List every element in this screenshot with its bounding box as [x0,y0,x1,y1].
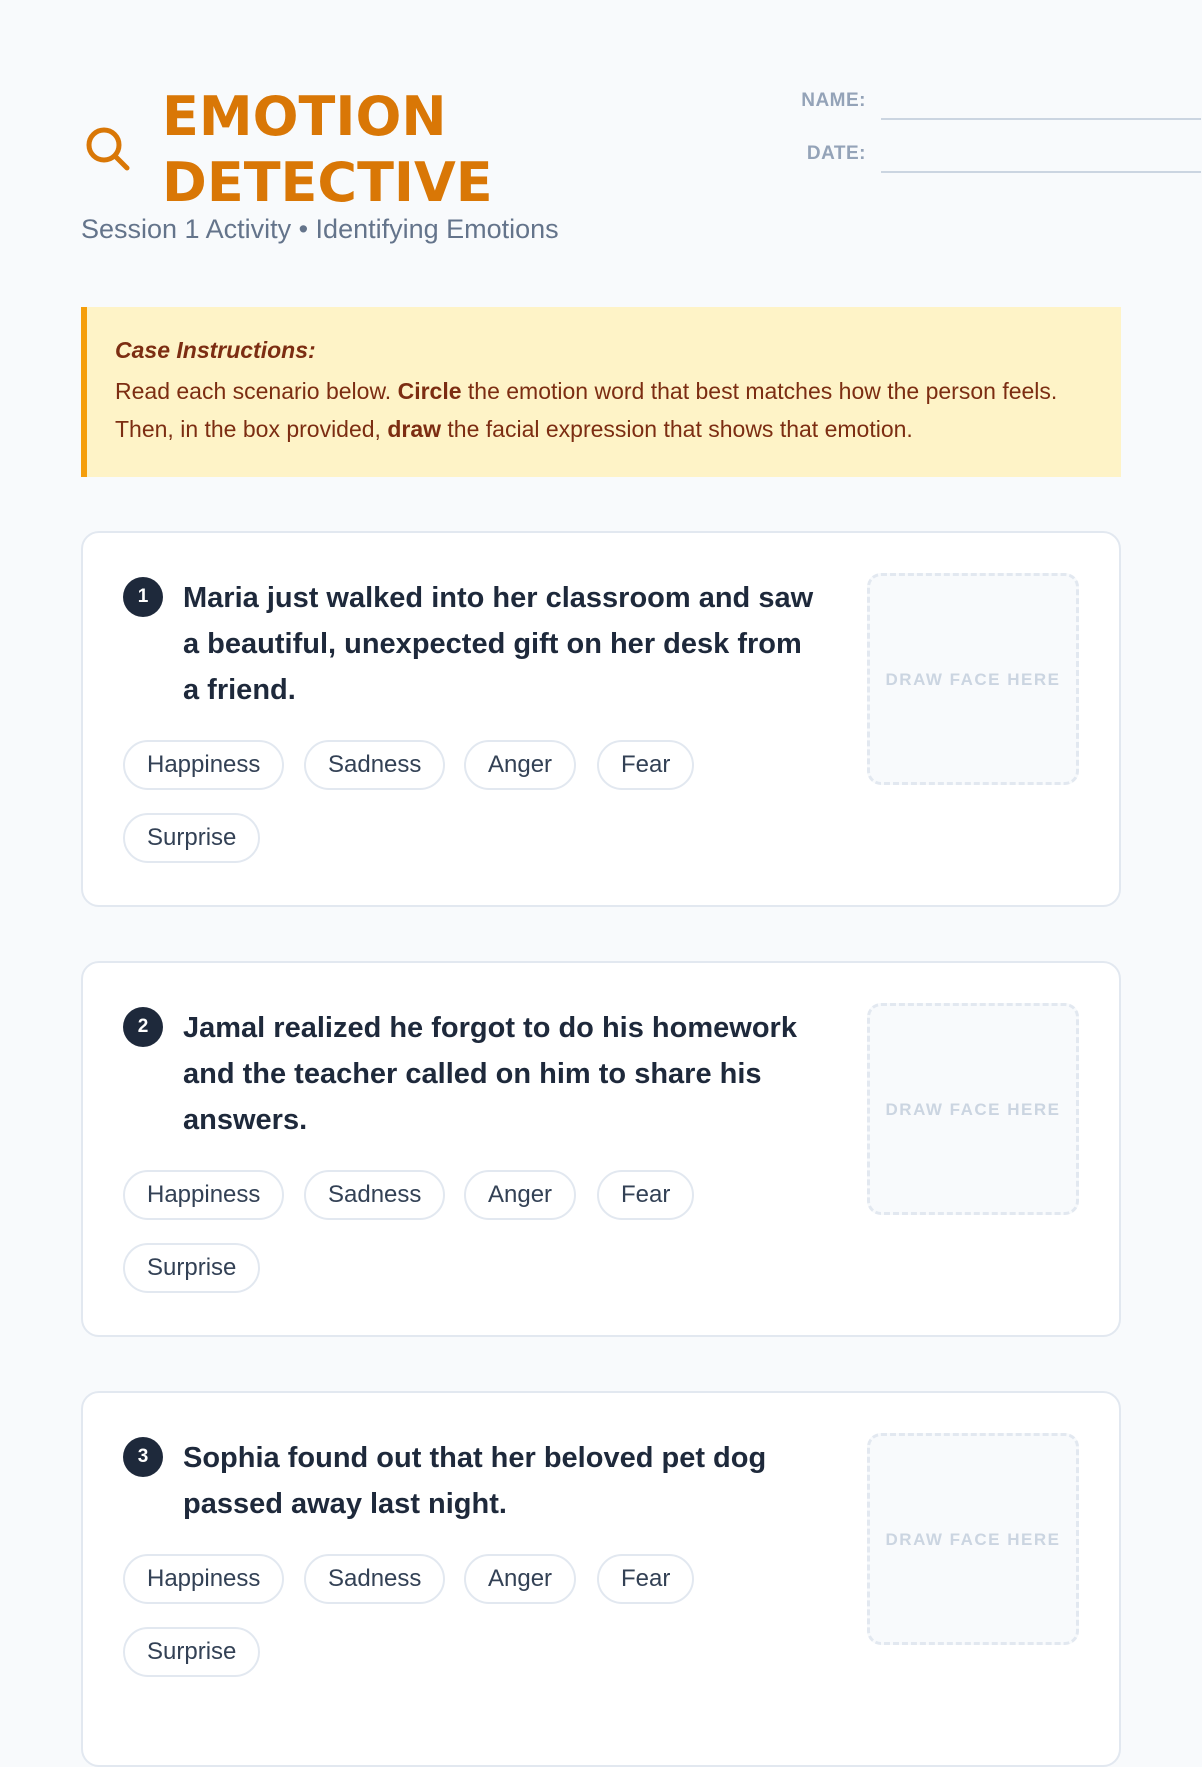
option-anger[interactable]: Anger [464,1170,576,1220]
page-title [162,84,493,216]
date-row [705,137,1202,173]
title-line-1: EMOTION [162,85,447,148]
scenario-text: Maria just walked into her classroom and saw a beautiful, unexpected gift on her desk from a friend. [183,582,814,706]
instructions-text-part: Read each scenario below. [115,378,398,404]
option-happiness[interactable]: Happiness [123,740,284,790]
name-field[interactable] [881,118,1201,120]
draw-face-box[interactable] [867,1433,1079,1645]
title-line-2: DETECTIVE [162,151,493,214]
instructions-box [81,307,1121,477]
option-anger[interactable]: Anger [464,1554,576,1604]
draw-face-label: DRAW FACE HERE [885,1100,1061,1119]
option-sadness[interactable]: Sadness [304,1170,445,1220]
instructions-text-part: the emotion word that best matches how the person feels. Then, in the box provided, [115,378,1058,442]
scenario-card-1 [81,531,1121,907]
instructions-title: Case Instructions: [115,337,316,363]
option-surprise[interactable]: Surprise [123,1627,260,1677]
option-sadness[interactable]: Sadness [304,1554,445,1604]
scenario-card-2 [81,961,1121,1337]
draw-face-label: DRAW FACE HERE [885,1530,1061,1549]
instructions-emphasis-draw: draw [387,416,442,442]
scenario-number-badge: 3 [123,1437,163,1477]
draw-face-box[interactable] [867,1003,1079,1215]
option-fear[interactable]: Fear [597,740,694,790]
option-happiness[interactable]: Happiness [123,1554,284,1604]
scenario-number-badge: 1 [123,577,163,617]
option-fear[interactable]: Fear [597,1170,694,1220]
option-fear[interactable]: Fear [597,1554,694,1604]
instructions-text [115,372,1091,448]
instructions-text-part: the facial expression that shows that emotion. [441,416,913,442]
draw-face-label: DRAW FACE HERE [885,670,1061,689]
date-field[interactable] [881,171,1201,173]
magnifying-glass-icon [83,124,133,174]
option-surprise[interactable]: Surprise [123,1243,260,1293]
name-row [705,84,1202,120]
option-surprise[interactable]: Surprise [123,813,260,863]
draw-face-box[interactable] [867,573,1079,785]
option-happiness[interactable]: Happiness [123,1170,284,1220]
option-sadness[interactable]: Sadness [304,740,445,790]
name-label: NAME: [801,90,866,111]
date-label: DATE: [806,143,866,164]
scenario-card-3 [81,1391,1121,1767]
worksheet-header [81,84,1121,254]
scenario-number-badge: 2 [123,1007,163,1047]
instructions-emphasis-circle: Circle [397,378,462,404]
scenario-text: Jamal realized he forgot to do his homework and the teacher called on him to share his answers. [183,1012,797,1136]
option-anger[interactable]: Anger [464,740,576,790]
page-subtitle: Session 1 Activity • Identifying Emotions [81,214,559,244]
scenario-text: Sophia found out that her beloved pet dog passed away last night. [183,1442,767,1520]
